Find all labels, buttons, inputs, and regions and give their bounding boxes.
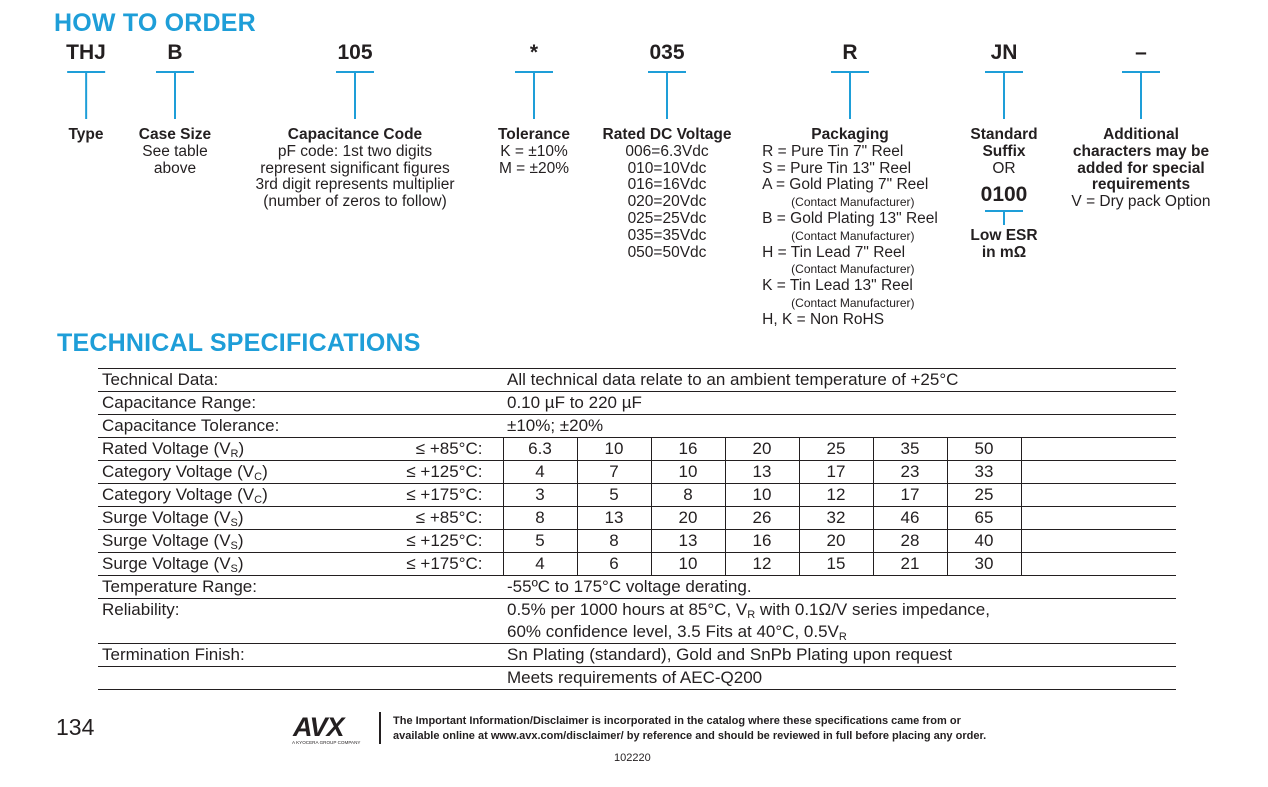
spec-temperature: ≤ +125°C:: [398, 530, 503, 553]
spec-row: [98, 599, 1176, 622]
desc-title: Tolerance: [497, 126, 571, 143]
spec-value: 20: [725, 438, 799, 461]
spec-row: [98, 438, 1176, 461]
desc-suffix: [964, 127, 1044, 262]
code-value: R: [842, 41, 858, 64]
avx-logo-icon: [291, 712, 363, 746]
spec-value: 16: [651, 438, 725, 461]
spec-row: [98, 667, 1176, 690]
code-stem: [174, 73, 176, 119]
spec-label-subscript: S: [230, 540, 238, 552]
spec-value: -55ºC to 175°C voltage derating.: [503, 576, 1176, 599]
how-to-order-heading: HOW TO ORDER: [54, 9, 256, 37]
spec-value: 4: [503, 553, 577, 576]
spec-empty-cell: [1021, 484, 1176, 507]
spec-row: [98, 644, 1176, 667]
desc-note: (Contact Manufacturer): [791, 262, 915, 277]
desc-line: B = Gold Plating 13" Reel: [762, 209, 938, 227]
code-stem: [1140, 73, 1142, 119]
spec-value: 35: [873, 438, 947, 461]
code-stem: [849, 73, 851, 119]
spec-value-subscript: R: [838, 631, 847, 643]
desc-line: above: [153, 159, 197, 177]
desc-line: K = Tin Lead 13" Reel: [762, 277, 913, 295]
desc-line: represent significant figures: [260, 159, 450, 177]
desc-line: A = Gold Plating 7" Reel: [762, 176, 929, 194]
spec-value: 5: [577, 484, 651, 507]
spec-value-text: with 0.1Ω/V series impedance,: [755, 600, 990, 619]
desc-line: S = Pure Tin 13" Reel: [762, 159, 912, 177]
spec-temperature: ≤ +175°C:: [398, 553, 503, 576]
spec-label: [98, 599, 503, 622]
spec-value: 12: [799, 484, 873, 507]
code-stem: [1003, 73, 1005, 119]
spec-label-text: Rated Voltage (V: [102, 439, 231, 458]
spec-label-text: Termination Finish:: [102, 645, 245, 664]
desc-or: OR: [992, 159, 1016, 177]
avx-logo: [291, 712, 363, 746]
spec-value: 16: [725, 530, 799, 553]
desc-note: (Contact Manufacturer): [791, 295, 915, 310]
desc-line: See table: [142, 142, 208, 160]
desc-line: 016=16Vdc: [627, 176, 707, 194]
spec-label-text: Category Voltage (V: [102, 462, 255, 481]
packaging-list: [762, 144, 938, 329]
spec-value: 13: [725, 461, 799, 484]
code-stem: [666, 73, 668, 119]
spec-row: [98, 484, 1176, 507]
spec-label: Category Voltage $(V_C)$: [98, 461, 398, 484]
code-packaging: [831, 40, 869, 119]
spec-label: Surge Voltage $(V_S)$: [98, 530, 398, 553]
spec-label: [98, 667, 503, 690]
spec-value: 40: [947, 530, 1021, 553]
spec-value: 23: [873, 461, 947, 484]
page-number: 134: [56, 714, 95, 740]
spec-label-text: Temperature Range:: [102, 577, 257, 596]
spec-label-subscript: S: [230, 517, 238, 529]
spec-value: 5: [503, 530, 577, 553]
desc-tolerance: [498, 127, 570, 177]
spec-value: 0.10 µF to 220 µF: [503, 392, 1176, 415]
spec-empty-cell: [1021, 553, 1176, 576]
spec-value: 33: [947, 461, 1021, 484]
spec-row: [98, 392, 1176, 415]
spec-value: 17: [873, 484, 947, 507]
spec-value: Meets requirements of AEC-Q200: [503, 667, 1176, 690]
spec-value: 25: [947, 484, 1021, 507]
spec-label: [98, 392, 503, 415]
spec-value: 32: [799, 507, 873, 530]
spec-label: Surge Voltage $(V_S)$: [98, 507, 398, 530]
code-stem: [533, 73, 535, 119]
code-value: JN: [990, 41, 1018, 64]
spec-value: 25: [799, 438, 873, 461]
alt-code-value: 0100: [980, 183, 1028, 207]
spec-value: 8: [651, 484, 725, 507]
spec-value: 7: [577, 461, 651, 484]
spec-empty-cell: [1021, 461, 1176, 484]
desc-title: Additional characters may be added for special requirements: [1072, 126, 1210, 194]
spec-temperature: ≤ +85°C:: [398, 438, 503, 461]
code-stem: [85, 73, 87, 119]
spec-label: [98, 621, 503, 644]
spec-label: Surge Voltage $(V_S)$: [98, 553, 398, 576]
spec-value: 8: [577, 530, 651, 553]
spec-label-text: Reliability:: [102, 600, 180, 619]
spec-label: Rated Voltage $(V_R)$: [98, 438, 398, 461]
spec-label-text: Technical Data:: [102, 370, 219, 389]
spec-value: 17: [799, 461, 873, 484]
spec-value: 13: [651, 530, 725, 553]
spec-value: 3: [503, 484, 577, 507]
desc-line: 035=35Vdc: [627, 226, 707, 244]
spec-empty-cell: [1021, 438, 1176, 461]
spec-value: 65: [947, 507, 1021, 530]
spec-value: [503, 621, 1176, 644]
spec-value: 13: [577, 507, 651, 530]
spec-value: [503, 599, 1176, 622]
spec-label: [98, 369, 503, 392]
spec-label-text: Capacitance Tolerance:: [102, 416, 280, 435]
desc-line: pF code: 1st two digits: [277, 142, 433, 160]
spec-label: [98, 576, 503, 599]
spec-value: Sn Plating (standard), Gold and SnPb Plating upon request: [503, 644, 1176, 667]
disclaimer-line: available online at www.avx.com/disclaimer/ by reference and should be reviewed in full before placing any order.: [393, 729, 987, 742]
spec-label-text: Surge Voltage (V: [102, 508, 231, 527]
desc-note: (Contact Manufacturer): [791, 195, 915, 210]
spec-value: All technical data relate to an ambient temperature of +25°C: [503, 369, 1176, 392]
spec-label-subscript: C: [254, 471, 263, 483]
spec-value: 10: [577, 438, 651, 461]
code-voltage: [648, 40, 686, 119]
spec-value: 8: [503, 507, 577, 530]
desc-line: 006=6.3Vdc: [625, 142, 709, 160]
spec-value: 6: [577, 553, 651, 576]
spec-value: 12: [725, 553, 799, 576]
desc-packaging: [762, 127, 938, 329]
spec-value: 21: [873, 553, 947, 576]
code-additional: [1122, 40, 1160, 119]
desc-line: 020=20Vdc: [627, 193, 707, 211]
desc-note: (Contact Manufacturer): [791, 228, 915, 243]
desc-case-size: [139, 127, 211, 177]
disclaimer-line: The Important Information/Disclaimer is incorporated in the catalog where these specifications came from or: [393, 715, 961, 727]
code-value: B: [167, 41, 183, 64]
footer-divider: [379, 712, 381, 744]
spec-value: 4: [503, 461, 577, 484]
spec-label: [98, 415, 503, 438]
spec-temperature: ≤ +125°C:: [398, 461, 503, 484]
spec-label: [98, 644, 503, 667]
spec-value: 10: [651, 461, 725, 484]
desc-title: Standard Suffix: [970, 126, 1038, 160]
spec-row: [98, 553, 1176, 576]
desc-line: (number of zeros to follow): [263, 193, 447, 211]
logo-text: AVX: [293, 712, 344, 742]
code-type: [66, 40, 106, 119]
document-code: 102220: [614, 752, 651, 764]
spec-value: 20: [651, 507, 725, 530]
desc-line: 3rd digit represents multiplier: [255, 176, 455, 194]
spec-label: Category Voltage $(V_C)$: [98, 484, 398, 507]
desc-line: 010=10Vdc: [627, 159, 707, 177]
code-stem: [354, 73, 356, 119]
desc-voltage: [603, 127, 732, 261]
spec-label-text: Surge Voltage (V: [102, 554, 231, 573]
spec-label-text: Surge Voltage (V: [102, 531, 231, 550]
desc-type: [68, 127, 103, 144]
spec-label-subscript: C: [254, 494, 263, 506]
spec-value: 20: [799, 530, 873, 553]
spec-value: 28: [873, 530, 947, 553]
spec-table: [98, 368, 1176, 690]
logo-tagline: A KYOCERA GROUP COMPANY: [292, 740, 361, 745]
alt-code-title: Low ESR in mΩ: [970, 227, 1038, 262]
desc-line: H = Tin Lead 7" Reel: [762, 243, 906, 261]
desc-line: H, K = Non RoHS: [762, 310, 885, 328]
spec-row: [98, 576, 1176, 599]
spec-empty-cell: [1021, 507, 1176, 530]
disclaimer: [393, 714, 986, 743]
desc-line: K = ±10%: [500, 142, 568, 160]
spec-row: [98, 530, 1176, 553]
code-case-size: [156, 40, 194, 119]
code-tolerance: [515, 40, 553, 119]
spec-value: 10: [725, 484, 799, 507]
tech-specs-heading: TECHNICAL SPECIFICATIONS: [57, 329, 421, 357]
desc-title: Case Size: [138, 126, 212, 143]
spec-value: 50: [947, 438, 1021, 461]
spec-value-text: 60% confidence level, 3.5 Fits at 40°C, 0.5V: [507, 622, 839, 641]
code-value: –: [1135, 41, 1147, 64]
code-value: *: [529, 41, 539, 64]
code-value: THJ: [66, 41, 106, 64]
spec-value-subscript: R: [747, 609, 756, 621]
spec-row: [98, 415, 1176, 438]
spec-value-text: 0.5% per 1000 hours at 85°C, V: [507, 600, 748, 619]
code-suffix: [985, 40, 1023, 119]
code-capacitance: [336, 40, 374, 119]
spec-label-subscript: R: [230, 448, 239, 460]
desc-additional: [1066, 127, 1216, 211]
desc-title: Rated DC Voltage: [602, 126, 732, 143]
desc-title: Packaging: [811, 126, 889, 143]
spec-label-text: Capacitance Range:: [102, 393, 257, 412]
spec-value: 26: [725, 507, 799, 530]
code-value: 035: [649, 41, 685, 64]
spec-temperature: ≤ +85°C:: [398, 507, 503, 530]
spec-value: 10: [651, 553, 725, 576]
spec-value: 46: [873, 507, 947, 530]
spec-label-text: Category Voltage (V: [102, 485, 255, 504]
desc-line: 050=50Vdc: [627, 243, 707, 261]
spec-row: [98, 621, 1176, 644]
desc-line: M = ±20%: [498, 159, 570, 177]
alt-code-stem: [1003, 212, 1005, 225]
spec-row: [98, 369, 1176, 392]
desc-capacitance: [255, 127, 454, 211]
spec-empty-cell: [1021, 530, 1176, 553]
spec-row: [98, 461, 1176, 484]
desc-title: Type: [68, 126, 104, 143]
spec-label-subscript: S: [230, 563, 238, 575]
desc-line: 025=25Vdc: [627, 209, 707, 227]
desc-title: Capacitance Code: [287, 126, 423, 143]
code-value: 105: [337, 41, 373, 64]
spec-temperature: ≤ +175°C:: [398, 484, 503, 507]
spec-value: 15: [799, 553, 873, 576]
spec-value: 6.3: [503, 438, 577, 461]
spec-value: ±10%; ±20%: [503, 415, 1176, 438]
spec-row: [98, 507, 1176, 530]
desc-line: R = Pure Tin 7" Reel: [762, 142, 904, 160]
desc-line: V = Dry pack Option: [1071, 193, 1211, 211]
spec-value: 30: [947, 553, 1021, 576]
